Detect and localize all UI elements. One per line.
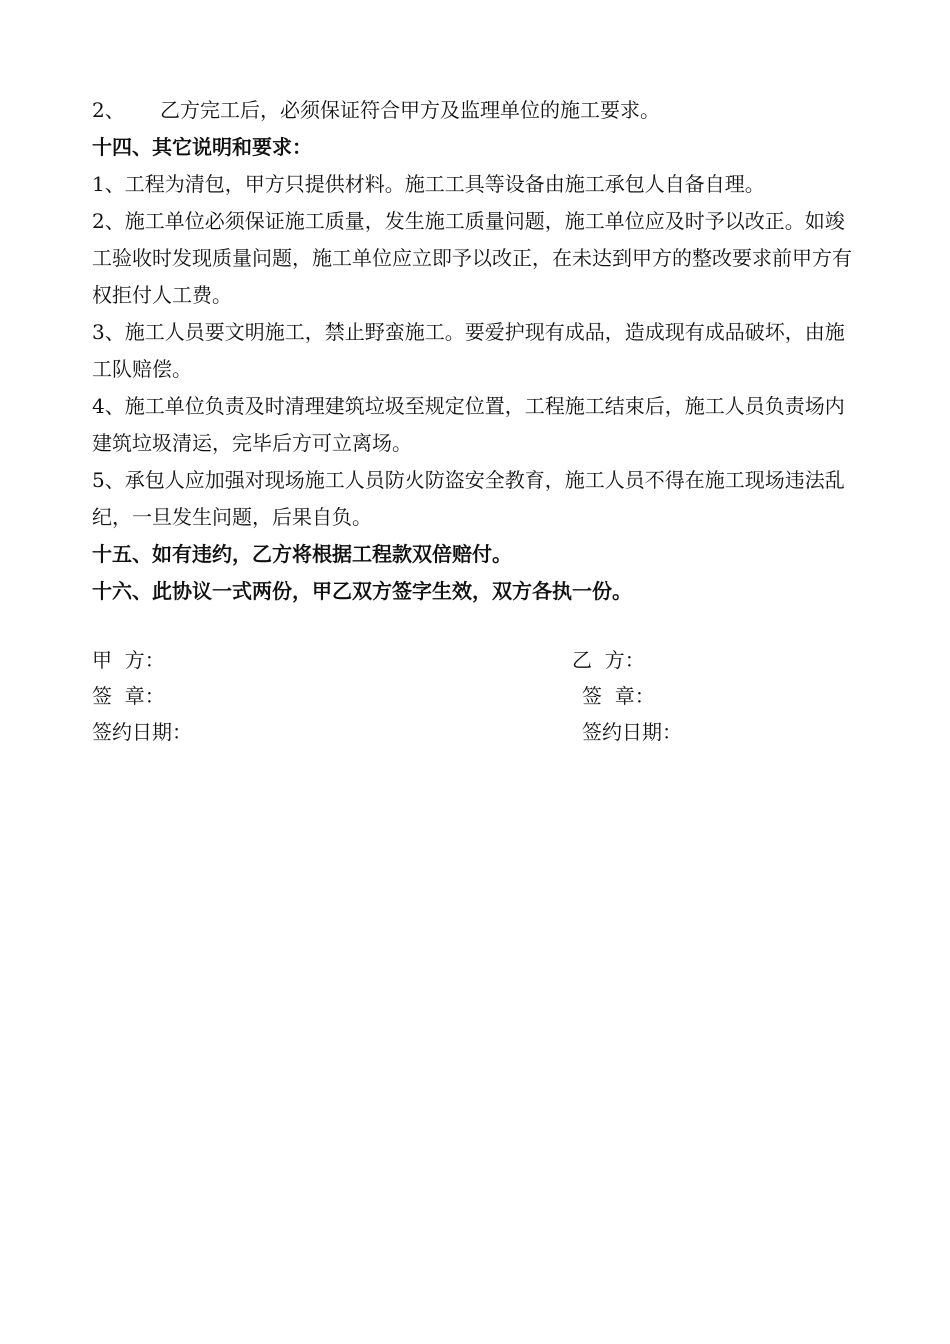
prior-item-2 bbox=[92, 92, 862, 129]
party-a-seal-label: 签 章： bbox=[92, 684, 165, 708]
section-16-clause: 十六、此协议一式两份，甲乙双方签字生效，双方各执一份。 bbox=[92, 579, 632, 603]
party-b-label: 乙 方： bbox=[572, 648, 645, 672]
party-b-signature-block bbox=[572, 642, 682, 750]
party-a-signature-block bbox=[92, 642, 192, 750]
contract-body bbox=[92, 92, 862, 610]
party-b-seal-label: 签 章： bbox=[582, 684, 655, 708]
party-a-date-label: 签约日期： bbox=[92, 720, 192, 744]
section-14-item-4: 4、施工单位负责及时清理建筑垃圾至规定位置，工程施工结束后，施工人员负责场内建筑垃圾清运，完毕后方可立离场。 bbox=[92, 394, 845, 455]
prior-item-2-text: 乙方完工后，必须保证符合甲方及监理单位的施工要求。 bbox=[160, 98, 660, 122]
section-14-item-5: 5、承包人应加强对现场施工人员防火防盗安全教育，施工人员不得在施工现场违法乱纪，一旦发生问题，后果自负。 bbox=[92, 468, 845, 529]
section-14-item-1: 1、工程为清包，甲方只提供材料。施工工具等设备由施工承包人自备自理。 bbox=[92, 172, 765, 196]
party-a-label: 甲 方： bbox=[92, 648, 165, 672]
section-14-item-2: 2、施工单位必须保证施工质量，发生施工质量问题，施工单位应及时予以改正。如竣工验收时发现质量问题，施工单位应立即予以改正，在未达到甲方的整改要求前甲方有权拒付人工费。 bbox=[92, 209, 852, 307]
section-14-heading: 十四、其它说明和要求： bbox=[92, 135, 312, 159]
party-b-date-label: 签约日期： bbox=[582, 720, 682, 744]
section-14-item-3: 3、施工人员要文明施工，禁止野蛮施工。要爱护现有成品，造成现有成品破坏，由施工队赔偿。 bbox=[92, 320, 845, 381]
section-15-clause: 十五、如有违约，乙方将根据工程款双倍赔付。 bbox=[92, 542, 512, 566]
prior-item-2-number: 2、 bbox=[92, 98, 125, 122]
